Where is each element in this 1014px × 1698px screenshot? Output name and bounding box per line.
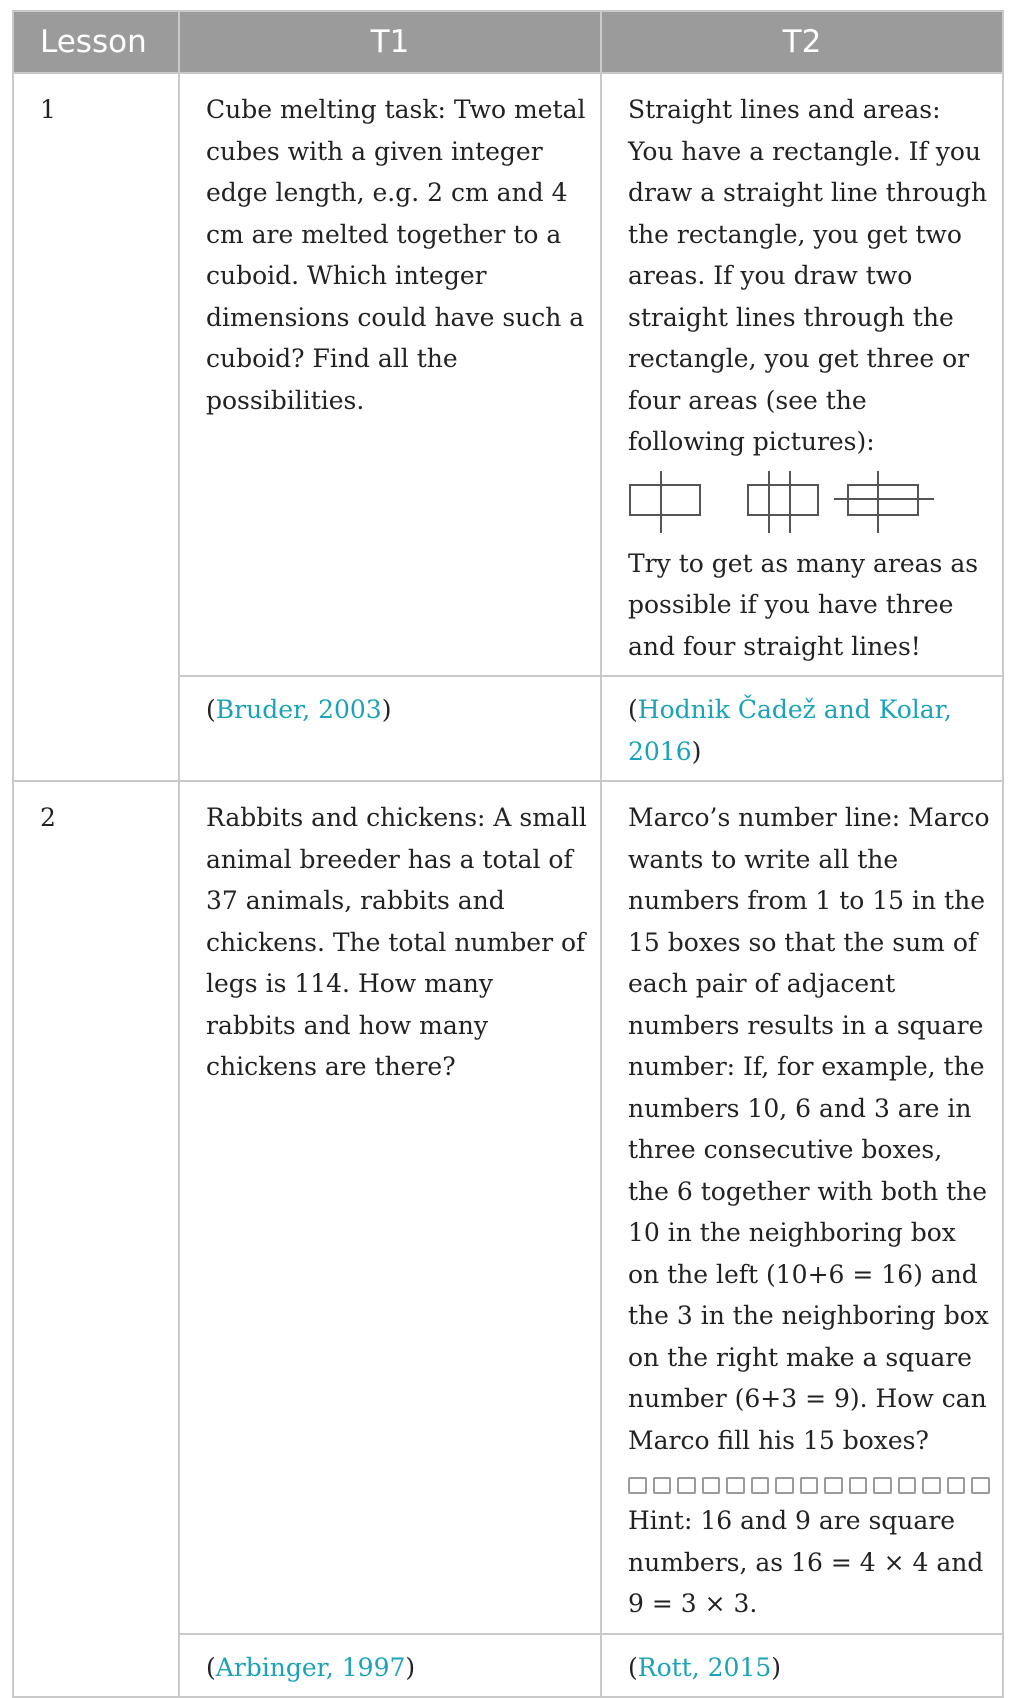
rectangle-one-line (630, 485, 700, 515)
number-box (702, 1477, 721, 1494)
t2-task (601, 781, 1003, 1634)
number-box (898, 1477, 917, 1494)
t1-citation: (Bruder, 2003) (179, 676, 601, 781)
t1-task-text: Cube melting task: Two metal cubes with a given integer edge length, e.g. 2 cm and 4 cm are melted together to a cuboid. Which integer dimensions could have such a cuboid? Find all the possibilities. (206, 95, 586, 415)
t2-task-text: Marco’s number line: Marco wants to write all the numbers from 1 to 15 in the 15 boxes so that the sum of each pair of adjacent numbers results in a square number: If, for example, the numbers 10, 6 and 3 are in three consecutive boxes, the 6 together with both the 10 in the neighboring box on the left (10+6 = 16) and the 3 in the neighboring box on the right make a square number (6+3 = 9). How can Marco fill his 15 boxes? (628, 803, 990, 1455)
number-box (653, 1477, 672, 1494)
t2-citation-link[interactable]: Hodnik Čadež and Kolar, 2016 (628, 695, 952, 766)
t2-task-text-after: Hint: 16 and 9 are square numbers, as 16 = 4 × 4 and 9 = 3 × 3. (628, 1506, 984, 1618)
header-row (13, 11, 1003, 73)
t1-task (179, 781, 601, 1634)
t2-task-text: Straight lines and areas: You have a rectangle. If you draw a straight line through the rectangle, you get two areas. If you draw two straight lines through the rectangle, you get three or four areas (see the following pictures): (628, 95, 988, 456)
t1-citation-link[interactable]: Bruder, 2003 (215, 695, 382, 724)
number-box (922, 1477, 941, 1494)
lesson-number: 1 (13, 73, 179, 781)
header-t1: T1 (179, 11, 601, 73)
t1-task (179, 73, 601, 676)
t2-task-text-after: Try to get as many areas as possible if you have three and four straight lines! (628, 548, 979, 661)
number-box (873, 1477, 892, 1494)
t2-citation: (Rott, 2015) (601, 1634, 1003, 1698)
number-box (677, 1477, 696, 1494)
t2-citation: (Hodnik Čadež and Kolar, 2016) (601, 676, 1003, 781)
tasks-table (12, 10, 1004, 1698)
number-box (849, 1477, 868, 1494)
t1-task-text: Rabbits and chickens: A small animal breeder has a total of 37 animals, rabbits and chickens. The total number of legs is 114. How many rabbits and how many chickens are there? (206, 803, 587, 1081)
t1-citation-link[interactable]: Arbinger, 1997 (215, 1652, 406, 1682)
t2-task (601, 73, 1003, 676)
number-box (726, 1477, 745, 1494)
number-box (947, 1477, 966, 1494)
lesson-1-task-row (13, 73, 1003, 676)
rectangle-two-lines (748, 485, 818, 515)
lesson-number: 2 (13, 781, 179, 1697)
number-line-boxes (628, 1477, 990, 1494)
rectangle-lines-figure (628, 469, 938, 535)
lesson-2-task-row (13, 781, 1003, 1634)
number-box (971, 1477, 990, 1494)
header-lesson: Lesson (13, 11, 179, 73)
number-box (824, 1477, 843, 1494)
number-box (800, 1477, 819, 1494)
number-box (751, 1477, 770, 1494)
number-box (775, 1477, 794, 1494)
number-box (628, 1477, 647, 1494)
header-t2: T2 (601, 11, 1003, 73)
t1-citation: (Arbinger, 1997) (179, 1634, 601, 1698)
t2-citation-link[interactable]: Rott, 2015 (637, 1652, 772, 1682)
